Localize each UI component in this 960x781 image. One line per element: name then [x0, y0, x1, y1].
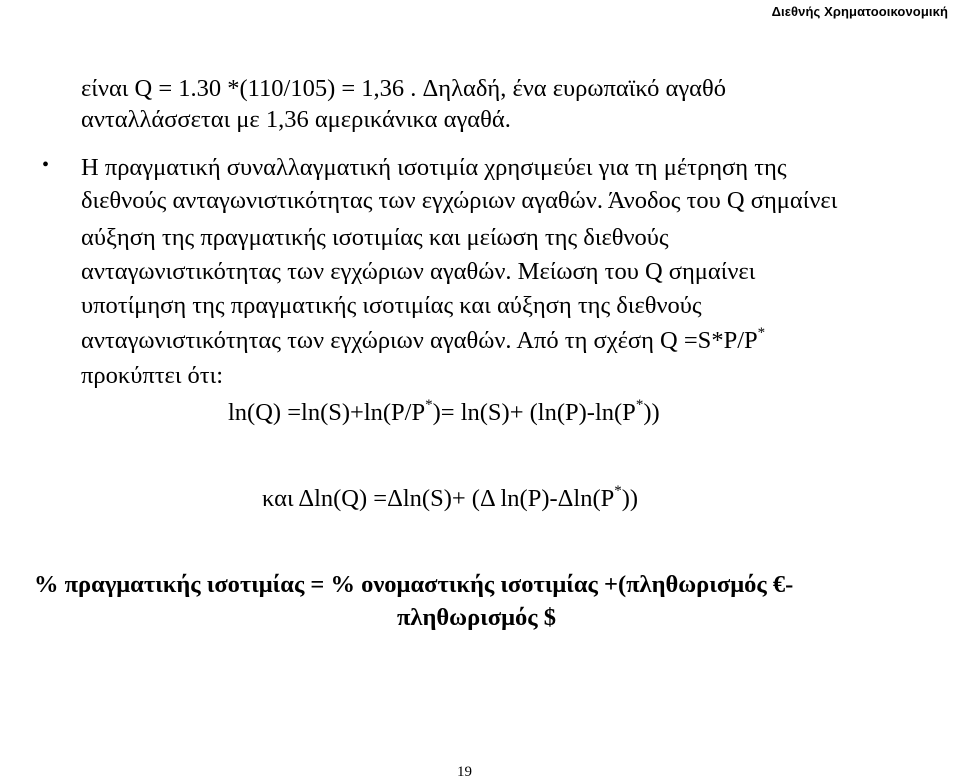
bullet-line-4: ανταγωνιστικότητας των εγχώριων αγαθών. Μείωση του Q σημαίνει [81, 258, 756, 285]
bullet-line-6-text: ανταγωνιστικότητας των εγχώριων αγαθών. Από τη σχέση Q =S*P/P [81, 327, 758, 354]
equation-log-levels-part-1: ln(Q) =ln(S)+ln(P/P [228, 399, 426, 426]
superscript-star: * [757, 325, 766, 341]
equation-log-differences-part-1: και Δln(Q) =Δln(S)+ (Δ ln(P)-Δln(P [262, 485, 615, 512]
conclusion-line-2: πληθωρισμός $ [397, 604, 556, 631]
superscript-star: * [425, 397, 433, 413]
equation-log-differences [262, 484, 638, 517]
equation-log-levels [228, 398, 660, 431]
bullet-line-5: υποτίμηση της πραγματικής ισοτιμίας και αύξηση της διεθνούς [81, 292, 702, 319]
superscript-star: * [635, 397, 644, 413]
equation-log-levels-part-3: )) [643, 399, 660, 426]
paragraph-line-2: ανταλλάσσεται με 1,36 αμερικάνικα αγαθά. [81, 106, 511, 133]
page-number: 19 [457, 764, 472, 780]
equation-log-levels-part-2: )= ln(S)+ (ln(P)-ln(P [432, 399, 636, 426]
superscript-star: * [614, 483, 622, 499]
equation-log-differences-part-2: )) [621, 485, 639, 512]
bullet-line-3: αύξηση της πραγματικής ισοτιμίας και μείωση της διεθνούς [81, 224, 669, 251]
running-header: Διεθνής Χρηματοοικονομική [771, 4, 948, 19]
bullet-line-1: Η πραγματική συναλλαγματική ισοτιμία χρησιμεύει για τη μέτρηση της [81, 154, 787, 181]
conclusion-line-1: % πραγματικής ισοτιμίας = % ονομαστικής ισοτιμίας +(πληθωρισμός €- [34, 571, 794, 598]
bullet-icon: • [42, 154, 50, 176]
bullet-line-2: διεθνούς ανταγωνιστικότητας των εγχώριων αγαθών. Άνοδος του Q σημαίνει [81, 187, 838, 214]
paragraph-line-1: είναι Q = 1.30 *(110/105) = 1,36 . Δηλαδή, ένα ευρωπαϊκό αγαθό [81, 75, 727, 102]
bullet-line-7: προκύπτει ότι: [81, 362, 224, 389]
bullet-line-6 [81, 326, 765, 359]
